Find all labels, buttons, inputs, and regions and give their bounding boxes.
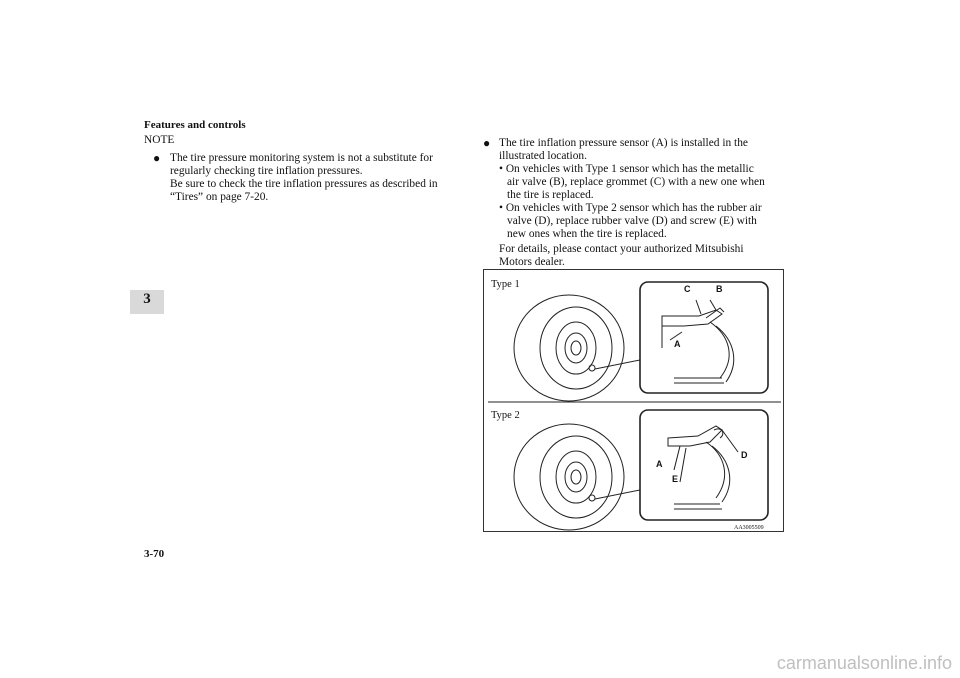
note-line: “Tires” on page 7-20. xyxy=(170,191,269,203)
callout-a: A xyxy=(656,459,663,469)
leader-line xyxy=(595,490,640,499)
body-line: the tire is replaced. xyxy=(507,189,594,201)
body-line: The tire inflation pressure sensor (A) is installed in the xyxy=(499,137,748,149)
type1-label: Type 1 xyxy=(491,279,520,290)
body-line: new ones when the tire is replaced. xyxy=(507,228,667,240)
callout-c: C xyxy=(684,284,691,294)
body-line: • On vehicles with Type 2 sensor which has the rubber air xyxy=(499,202,762,214)
note-line: Be sure to check the tire inflation pressures as described in xyxy=(170,178,438,190)
callout-b: B xyxy=(716,284,723,294)
valve-icon xyxy=(589,495,595,501)
sensor-type1-icon xyxy=(662,300,734,383)
sensor-illustration xyxy=(484,270,785,533)
detail-box xyxy=(640,282,768,393)
bullet-icon: ● xyxy=(153,151,161,165)
valve-icon xyxy=(589,365,595,371)
note-line: regularly checking tire inflation pressures. xyxy=(170,165,363,177)
sensor-figure xyxy=(483,269,784,532)
note-line: The tire pressure monitoring system is not a substitute for xyxy=(170,152,433,164)
section-header: Features and controls xyxy=(144,119,246,131)
body-line: For details, please contact your authorized Mitsubishi xyxy=(499,243,744,255)
body-line: • On vehicles with Type 1 sensor which has the metallic xyxy=(499,163,754,175)
figure-code: AA3005509 xyxy=(734,525,764,531)
sensor-type2-icon xyxy=(668,426,738,509)
note-label: NOTE xyxy=(144,134,175,146)
body-line: illustrated location. xyxy=(499,150,587,162)
leader-line xyxy=(595,360,640,369)
body-line: air valve (B), replace grommet (C) with a new one when xyxy=(507,176,765,188)
callout-a: A xyxy=(674,339,681,349)
callout-e: E xyxy=(672,474,679,484)
body-line: Motors dealer. xyxy=(499,256,565,268)
tire-icon xyxy=(514,295,624,401)
type2-label: Type 2 xyxy=(491,410,520,421)
page-number: 3-70 xyxy=(144,548,165,560)
callout-d: D xyxy=(741,450,748,460)
watermark: carmanualsonline.info xyxy=(776,653,952,673)
bullet-icon: ● xyxy=(483,136,491,150)
tire-icon xyxy=(514,424,624,530)
chapter-number: 3 xyxy=(143,291,151,307)
body-line: valve (D), replace rubber valve (D) and screw (E) with xyxy=(507,215,757,227)
